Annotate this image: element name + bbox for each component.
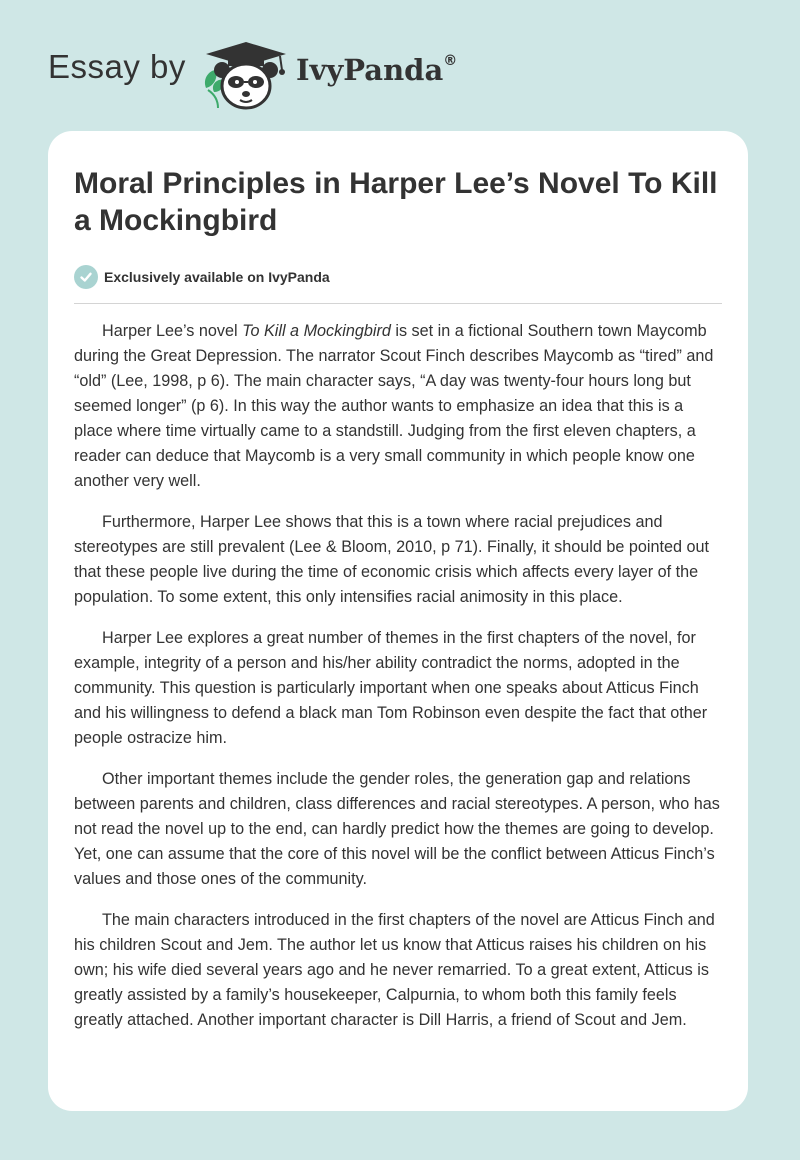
- paragraph: Harper Lee’s novel To Kill a Mockingbird is set in a fictional Southern town Maycomb during the Great Depression. The narrator Scout Finch describes Maycomb as “tired” and “old” (Lee, 1998, p 6). The main character says, “A day was twenty-four hours long but seemed longer” (p 6). In this way the author wants to emphasize an idea that this is a place where time virtually came to a standstill. Judging from the first eleven chapters, a reader can deduce that Maycomb is a very small community in which people know one another very well.: [74, 322, 714, 490]
- divider: [74, 303, 722, 304]
- check-icon: [74, 265, 98, 289]
- essay-by-label: Essay by: [48, 48, 186, 85]
- paragraph: Furthermore, Harper Lee shows that this is a town where racial prejudices and stereotypes are still prevalent (Lee & Bloom, 2010, p 71). Finally, it should be pointed out that these people live during the time of economic crisis which affects every layer of the population. To some extent, this only intensifies racial animosity in this place.: [74, 513, 709, 606]
- paragraph: Other important themes include the gender roles, the generation gap and relations between parents and children, class differences and racial stereotypes. A person, who has not read the novel up to the end, can hardly predict how the themes are going to develop. Yet, one can assume that the core of this novel will be the conflict between Atticus Finch’s values and those ones of the community.: [74, 770, 720, 888]
- exclusive-badge-text: Exclusively available on IvyPanda: [104, 269, 330, 285]
- site-header: [0, 0, 800, 130]
- brand-logo-text: IvyPanda®: [296, 53, 458, 87]
- exclusive-badge: [74, 264, 330, 290]
- paragraph: Harper Lee explores a great number of themes in the first chapters of the novel, for example, integrity of a person and his/her ability contradict the norms, adopted in the community. This question is particularly important when one speaks about Atticus Finch and his willingness to defend a black man Tom Robinson even despite the fact that other people ostracize him.: [74, 629, 708, 747]
- panda-graduate-icon: [200, 40, 292, 112]
- registered-mark: ®: [443, 53, 458, 70]
- novel-title-italic: To Kill a Mockingbird: [242, 322, 391, 340]
- paragraph: The main characters introduced in the first chapters of the novel are Atticus Finch and his children Scout and Jem. The author let us know that Atticus raises his children on his own; his wife died several years ago and he never remarried. To a great extent, Atticus is greatly assisted by a family’s housekeeper, Calpurnia, to whom both this family feels greatly attached. Another important character is Dill Harris, a friend of Scout and Jem.: [74, 911, 715, 1029]
- essay-title: Moral Principles in Harper Lee’s Novel To Kill a Mockingbird: [74, 167, 718, 237]
- essay-body: [74, 319, 724, 1049]
- essay-card: [48, 131, 748, 1111]
